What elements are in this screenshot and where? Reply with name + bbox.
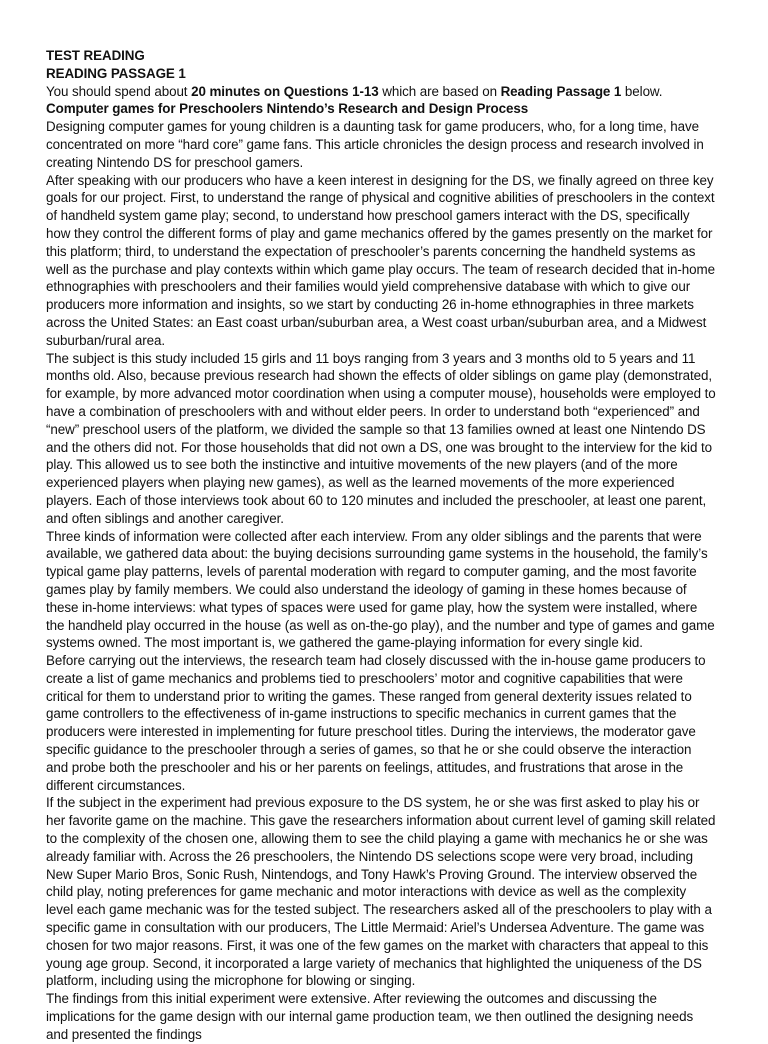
instructions: [46, 83, 716, 101]
paragraph-experiment: If the subject in the experiment had previous exposure to the DS system, he or she was first asked to play his or her favorite game on the machine. This gave the researchers information about current level of gaming skill related to the complexity of the chosen one, allowing them to see the child playing a game with mechanics he or she was already familiar with. Across the 26 preschoolers, the Nintendo DS selections scope were very broad, including New Super Mario Bros, Sonic Rush, Nintendogs, and Tony Hawk’s Proving Ground. The interview observed the child play, noting preferences for game mechanic and motor interactions with device as well as the complexity level each game mechanic was for the tested subject. The researchers asked all of the preschoolers to play with a specific game in consultation with our producers, The Little Mermaid: Ariel’s Undersea Adventure. The game was chosen for two major reasons. First, it was one of the few games on the market with characters that appeal to this young age group. Second, it incorporated a large variety of mechanics that highlighted the uniqueness of the DS platform, including using the microphone for blowing or singing.: [46, 795, 716, 989]
paragraph-subjects: The subject is this study included 15 girls and 11 boys ranging from 3 years and 3 months old to 5 years and 11 months old. Also, because previous research had shown the effects of older siblings on game play (demonstrated, for example, by more advanced motor coordination when using a computer mouse), households were employed to have a combination of preschoolers with and without elder peers. In order to understand both “experienced” and “new” preschool users of the platform, we divided the sample so that 13 families owned at least one Nintendo DS and the others did not. For those households that did not own a DS, one was brought to the interview for the kid to play. This allowed us to see both the instinctive and intuitive movements of the new players (and of the more experienced players when playing new games), as well as the learned movements of the more experienced players. Each of those interviews took about 60 to 120 minutes and included the preschooler, at least one parent, and often siblings and another caregiver.: [46, 350, 716, 526]
instructions-prefix: You should spend about: [46, 83, 192, 99]
paragraph-intro: Designing computer games for young children is a daunting task for game producers, who, for a long time, have concentrated on more “hard core” game fans. This article chronicles the design process and research involved in creating Nintendo DS for preschool gamers.: [46, 119, 704, 170]
paragraph-preparation: Before carrying out the interviews, the research team had closely discussed with the in-house game producers to create a list of game mechanics and problems tied to preschoolers’ motor and cognitive capabilities that were critical for them to understand prior to writing the games. These ranged from general dexterity issues related to game controllers to the effectiveness of in-game instructions to specific mechanics in current games that the producers were interested in implementing for future preschool titles. During the interviews, the moderator gave specific guidance to the preschooler through a series of games, so that he or she could observe the interaction and probe both the preschooler and his or her parents on feelings, attitudes, and frustrations that arose in the different circumstances.: [46, 653, 706, 793]
instructions-passage: Reading Passage 1: [500, 83, 622, 99]
instructions-middle: which are based on: [378, 83, 501, 99]
article-title: Computer games for Preschoolers Nintendo’s Research and Design Process: [46, 101, 529, 117]
paragraph-goals: After speaking with our producers who have a keen interest in designing for the DS, we finally agreed on three key goals for our project. First, to understand the range of physical and cognitive abilities of preschoolers in the context of handheld system game play; second, to understand how preschool gamers interact with the DS, specifically how they control the different forms of play and game mechanics offered by the games presently on the market for this platform; third, to understand the expectation of preschooler’s parents concerning the handheld systems as well as the purchase and play contexts within which game play occurs. The team of research decided that in-home ethnographies with preschoolers and their families would yield comprehensive database with which to give our producers more information and insights, so we start by conducting 26 in-home ethnographies in three markets across the United States: an East coast urban/suburban area, a West coast urban/suburban area, and a Midwest suburban/rural area.: [46, 172, 715, 348]
instructions-time: 20 minutes on Questions 1-13: [191, 83, 379, 99]
passage-label: READING PASSAGE 1: [46, 65, 186, 81]
test-label: TEST READING: [46, 48, 145, 63]
instructions-suffix: below.: [621, 83, 663, 99]
paragraph-information: Three kinds of information were collected after each interview. From any older siblings and the parents that were available, we gathered data about: the buying decisions surrounding game systems in the household, the family’s typical game play patterns, levels of parental moderation with regard to computer gaming, and the most favorite games play by family members. We could also understand the ideology of gaming in these homes because of these in-home interviews: what types of spaces were used for game play, how the system were installed, where the handheld play occurred in the house (as well as on-the-go play), and the number and type of games and game systems owned. The most important is, we gathered the game-playing information for every single kid.: [46, 528, 715, 651]
paragraph-findings: The findings from this initial experiment were extensive. After reviewing the outcomes and discussing the implications for the game design with our internal game production team, we then outlined the designing needs and presented the findings: [46, 991, 694, 1042]
